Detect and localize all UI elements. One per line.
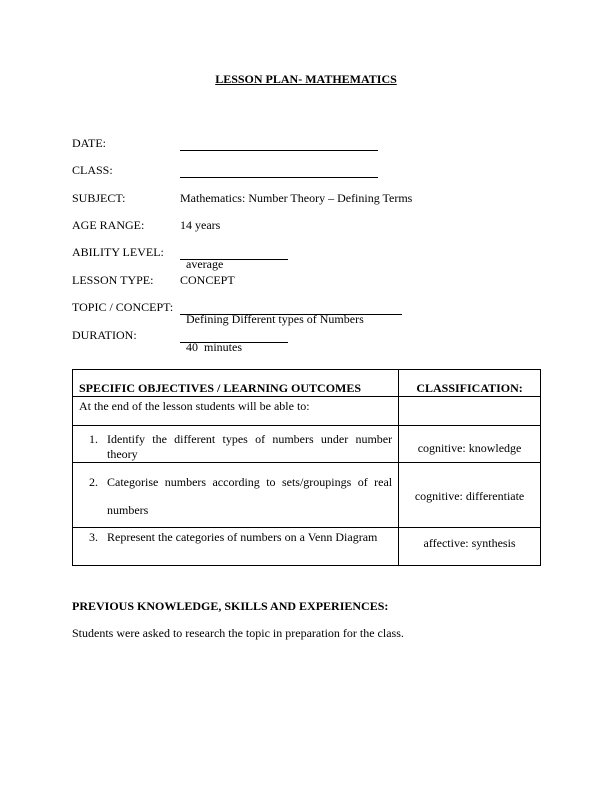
lesson-type-field <box>72 273 552 289</box>
intro-empty-cell <box>399 397 541 426</box>
objective-item <box>73 463 398 524</box>
topic-field <box>72 300 552 326</box>
previous-knowledge-text: Students were asked to research the topic in preparation for the class. <box>72 626 404 640</box>
age-range-label: AGE RANGE: <box>72 218 145 232</box>
table-row <box>73 426 541 463</box>
classification-header: CLASSIFICATION: <box>416 381 523 395</box>
ability-level-field <box>72 245 552 271</box>
duration-line[interactable] <box>180 340 288 354</box>
table-row <box>73 528 541 566</box>
objective-cell <box>73 528 399 566</box>
table-intro-row <box>73 397 541 426</box>
subject-field <box>72 191 552 207</box>
ability-level-label: ABILITY LEVEL: <box>72 245 164 259</box>
objective-text: Represent the categories of numbers on a Venn Diagram <box>107 530 378 544</box>
objective-item <box>73 426 398 462</box>
intro-cell <box>73 397 399 426</box>
date-line[interactable] <box>180 150 378 151</box>
objective-number: 2. <box>89 475 98 489</box>
objective-cell <box>73 426 399 463</box>
ability-level-value: average <box>186 257 224 271</box>
objective-text: Identify the different types of numbers under number theory <box>107 432 393 461</box>
objective-item <box>73 528 398 545</box>
table-header-row <box>73 370 541 397</box>
lesson-type-label: LESSON TYPE: <box>72 273 154 287</box>
classification-text: cognitive: knowledge <box>417 441 522 455</box>
page-title: LESSON PLAN- MATHEMATICS <box>215 72 397 86</box>
date-field <box>72 136 552 152</box>
class-line[interactable] <box>180 177 378 178</box>
objective-cell <box>73 463 399 528</box>
classification-text: affective: synthesis <box>423 536 516 550</box>
classification-text: cognitive: differentiate <box>414 489 525 503</box>
date-label: DATE: <box>72 136 106 150</box>
classification-cell <box>399 528 541 566</box>
objectives-table <box>72 369 541 566</box>
subject-value: Mathematics: Number Theory – Defining Terms <box>180 191 413 205</box>
objectives-intro: At the end of the lesson students will be able to: <box>79 399 310 413</box>
duration-value: 40 minutes <box>186 340 242 354</box>
objective-number: 3. <box>89 530 98 544</box>
classification-cell <box>399 463 541 528</box>
classification-cell <box>399 426 541 463</box>
topic-line[interactable] <box>180 312 402 326</box>
duration-label: DURATION: <box>72 328 137 342</box>
subject-label: SUBJECT: <box>72 191 126 205</box>
table-row <box>73 463 541 528</box>
previous-knowledge-heading: PREVIOUS KNOWLEDGE, SKILLS AND EXPERIENCES: <box>72 599 389 613</box>
objective-text: Categorise numbers according to sets/groupings of real numbers <box>107 475 393 517</box>
objectives-header-cell <box>73 370 399 397</box>
ability-level-line[interactable] <box>180 257 288 271</box>
lesson-type-value: CONCEPT <box>180 273 235 287</box>
topic-value: Defining Different types of Numbers <box>186 312 364 326</box>
classification-header-cell <box>399 370 541 397</box>
age-range-value: 14 years <box>180 218 221 232</box>
objective-number: 1. <box>89 432 98 446</box>
topic-label: TOPIC / CONCEPT: <box>72 300 174 314</box>
age-range-field <box>72 218 552 234</box>
objectives-header: SPECIFIC OBJECTIVES / LEARNING OUTCOMES <box>79 381 362 395</box>
duration-field <box>72 328 552 354</box>
class-field <box>72 163 552 179</box>
class-label: CLASS: <box>72 163 113 177</box>
